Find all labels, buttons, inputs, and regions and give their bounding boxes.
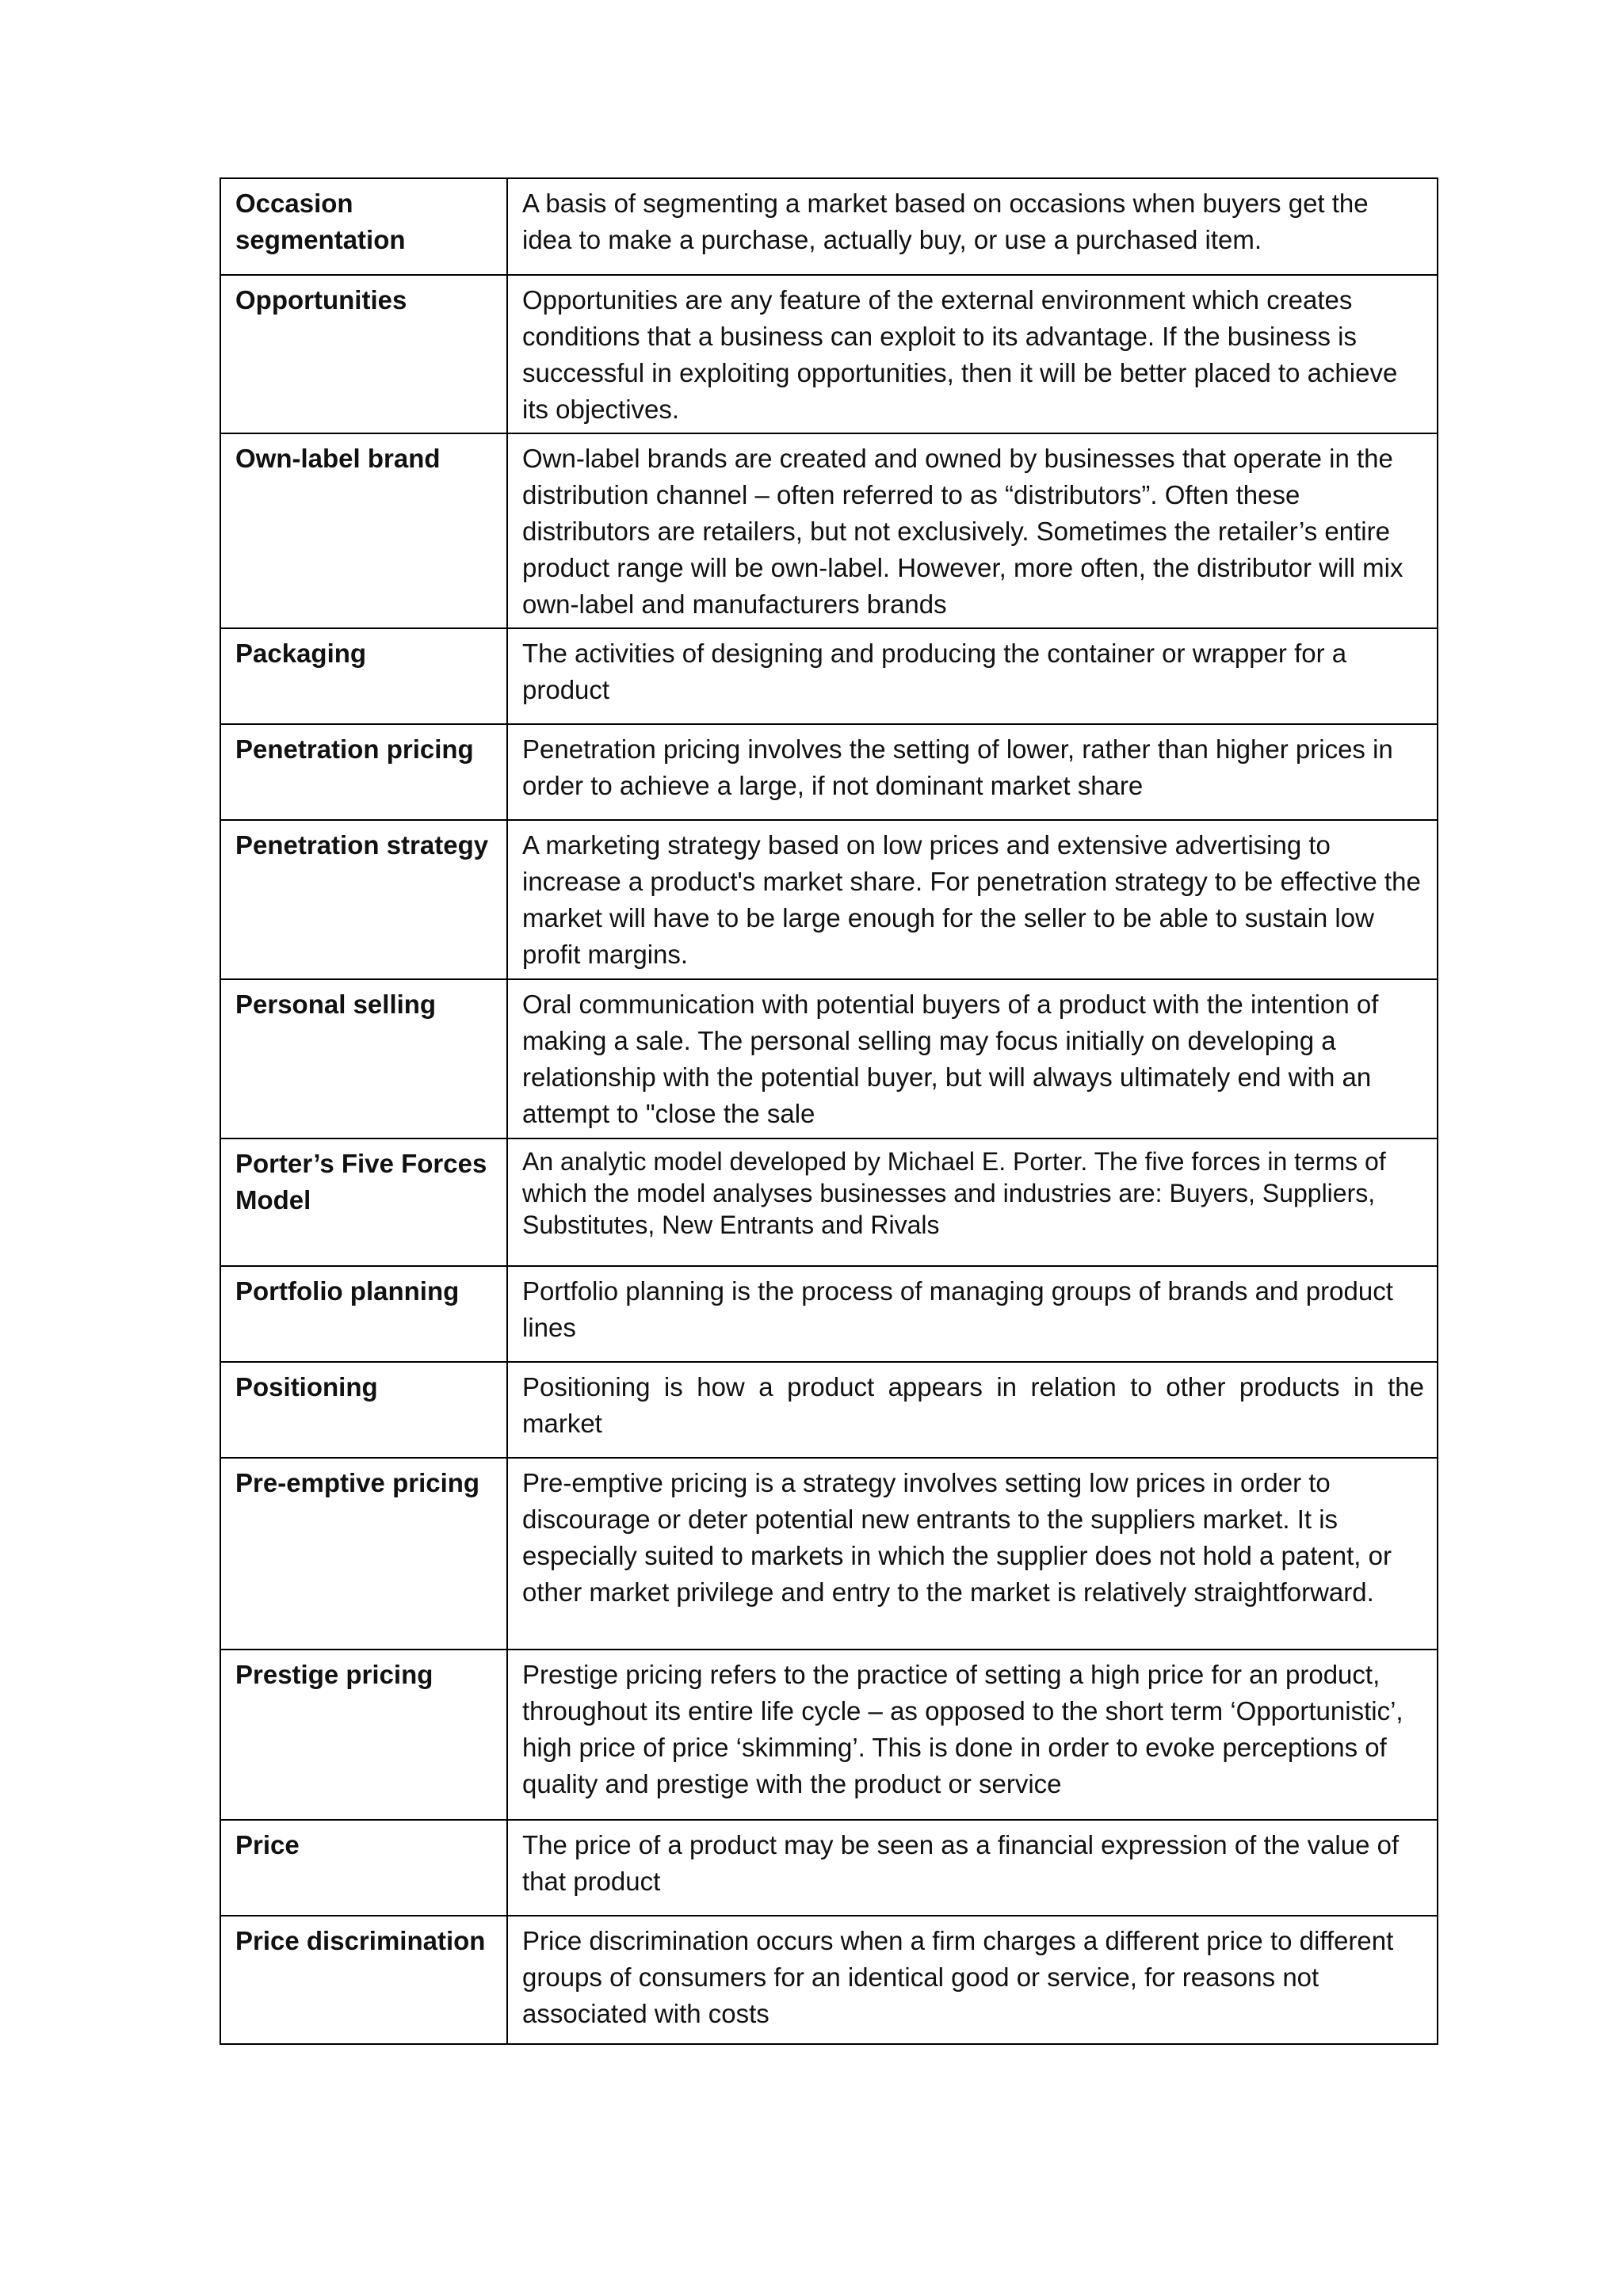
- glossary-definition: An analytic model developed by Michael E. Porter. The five forces in terms of which the model analyses businesses and industries are: Buyers, Suppliers, Substitutes, New Entrants and Rivals: [507, 1138, 1438, 1266]
- glossary-row: [220, 1916, 1438, 2044]
- glossary-definition: Price discrimination occurs when a firm charges a different price to different groups of consumers for an identical good or service, for reasons not associated with costs: [507, 1916, 1438, 2044]
- glossary-row: [220, 178, 1438, 275]
- glossary-term: Packaging: [220, 628, 507, 724]
- glossary-row: [220, 1650, 1438, 1820]
- glossary-term: Positioning: [220, 1362, 507, 1458]
- glossary-row: [220, 275, 1438, 433]
- glossary-term: Price: [220, 1820, 507, 1916]
- glossary-term: Prestige pricing: [220, 1650, 507, 1820]
- glossary-row: [220, 1458, 1438, 1650]
- glossary-definition: Opportunities are any feature of the external environment which creates conditions that a business can exploit to its advantage. If the business is successful in exploiting opportunities, then it will be better placed to achieve its objectives.: [507, 275, 1438, 433]
- glossary-row: [220, 979, 1438, 1138]
- glossary-row: [220, 820, 1438, 979]
- glossary-definition: Positioning is how a product appears in relation to other products in the market: [507, 1362, 1438, 1458]
- glossary-definition: The price of a product may be seen as a financial expression of the value of that product: [507, 1820, 1438, 1916]
- glossary-term: Penetration pricing: [220, 724, 507, 820]
- glossary-row: [220, 1362, 1438, 1458]
- glossary-term: Portfolio planning: [220, 1266, 507, 1362]
- glossary-row: [220, 1266, 1438, 1362]
- glossary-definition: Oral communication with potential buyers of a product with the intention of making a sale. The personal selling may focus initially on developing a relationship with the potential buyer, but will always ultimately end with an attempt to "close the sale: [507, 979, 1438, 1138]
- glossary-term: Occasion segmentation: [220, 178, 507, 275]
- glossary-row: [220, 628, 1438, 724]
- glossary-term: Penetration strategy: [220, 820, 507, 979]
- glossary-definition: Portfolio planning is the process of managing groups of brands and product lines: [507, 1266, 1438, 1362]
- glossary-row: [220, 1820, 1438, 1916]
- glossary-definition: A marketing strategy based on low prices and extensive advertising to increase a product's market share. For penetration strategy to be effective the market will have to be large enough for the seller to be able to sustain low profit margins.: [507, 820, 1438, 979]
- glossary-term: Personal selling: [220, 979, 507, 1138]
- glossary-table: [220, 177, 1438, 2045]
- glossary-definition: Own-label brands are created and owned by businesses that operate in the distribution channel – often referred to as “distributors”. Often these distributors are retailers, but not exclusively. Sometimes the retailer’s entire product range will be own-label. However, more often, the distributor will mix own-label and manufacturers brands: [507, 433, 1438, 628]
- glossary-term: Porter’s Five Forces Model: [220, 1138, 507, 1266]
- glossary-term: Opportunities: [220, 275, 507, 433]
- glossary-definition: A basis of segmenting a market based on occasions when buyers get the idea to make a purchase, actually buy, or use a purchased item.: [507, 178, 1438, 275]
- glossary-definition: The activities of designing and producing the container or wrapper for a product: [507, 628, 1438, 724]
- glossary-definition: Prestige pricing refers to the practice of setting a high price for an product, throughout its entire life cycle – as opposed to the short term ‘Opportunistic’, high price of price ‘skimming’. This is done in order to evoke perceptions of quality and prestige with the product or service: [507, 1650, 1438, 1820]
- glossary-definition: Pre-emptive pricing is a strategy involves setting low prices in order to discourage or deter potential new entrants to the suppliers market. It is especially suited to markets in which the supplier does not hold a patent, or other market privilege and entry to the market is relatively straightforward.: [507, 1458, 1438, 1650]
- glossary-row: [220, 724, 1438, 820]
- glossary-row: [220, 433, 1438, 628]
- glossary-term: Price discrimination: [220, 1916, 507, 2044]
- glossary-term: Own-label brand: [220, 433, 507, 628]
- glossary-row: [220, 1138, 1438, 1266]
- glossary-definition: Penetration pricing involves the setting of lower, rather than higher prices in order to achieve a large, if not dominant market share: [507, 724, 1438, 820]
- glossary-term: Pre-emptive pricing: [220, 1458, 507, 1650]
